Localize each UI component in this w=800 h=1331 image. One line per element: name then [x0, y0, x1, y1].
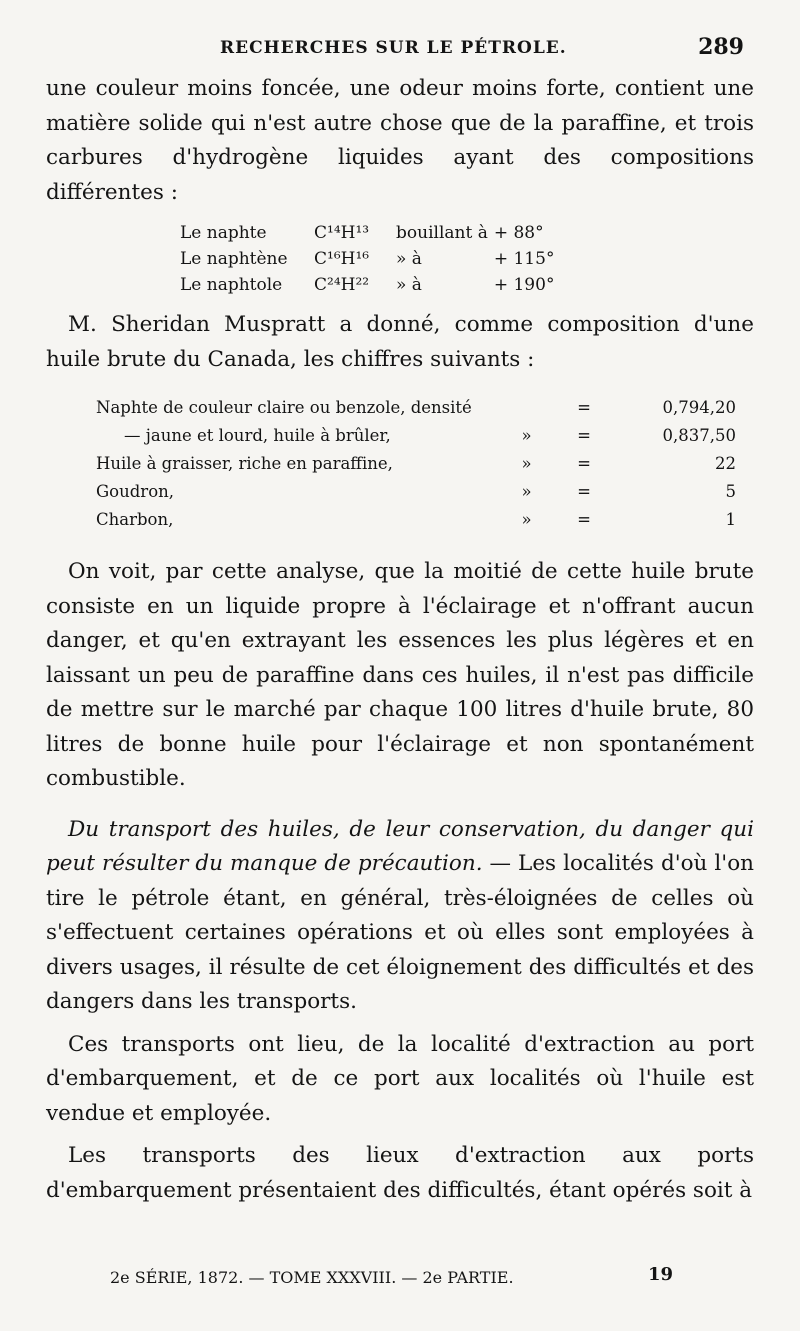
formula-status: » à [396, 275, 422, 295]
analysis-equals: = [577, 397, 591, 417]
formula-status: bouillant à [396, 223, 488, 243]
formula-name: Le naphte [180, 223, 267, 243]
analysis-ditto: » [521, 425, 532, 445]
analysis-equals: = [577, 509, 591, 529]
analysis-value: 0,837,50 [662, 425, 736, 445]
analysis-row [96, 393, 736, 421]
analysis-value: 22 [715, 453, 736, 473]
formula-temperature: + 190° [493, 275, 555, 295]
formula-name: Le naphtène [180, 249, 288, 269]
analysis-row [96, 449, 736, 477]
analysis-row [96, 477, 736, 505]
section-heading: Du transport des huiles, de leur conservation, du danger qui peut résulter du manque de précaution. [46, 816, 754, 876]
analysis-label: Goudron, [96, 481, 174, 501]
analysis-table [96, 393, 736, 533]
paragraph-6: Les transports des lieux d'extraction aux ports d'embarquement présentaient des difficultés, étant opérés soit à [46, 1143, 754, 1203]
formula-table [180, 220, 580, 298]
running-title: RECHERCHES SUR LE PÉTROLE. [220, 38, 567, 58]
paragraph-4 [46, 813, 754, 1020]
page-footer [110, 1264, 730, 1287]
paragraph-5: Ces transports ont lieu, de la localité d'extraction au port d'embarquement, et de ce port aux localités où l'huile est vendue et employée. [46, 1031, 754, 1126]
analysis-ditto: » [521, 509, 532, 529]
formula-row [180, 272, 580, 298]
formula-row [180, 246, 580, 272]
signature-number: 19 [648, 1264, 674, 1285]
formula-status: » à [396, 249, 422, 269]
formula-temperature: + 88° [493, 223, 544, 243]
analysis-value: 5 [725, 481, 736, 501]
page-header [46, 30, 754, 72]
analysis-label: Naphte de couleur claire ou benzole, densité [96, 397, 472, 417]
analysis-label: Charbon, [96, 509, 174, 529]
paragraph-4-text: — Les localités d'où l'on tire le pétrole étant, en général, très-éloignées de celles où s'effectuent certaines opérations et où elles sont employées à divers usages, il résulte de cet éloignement des difficultés et des dangers dans les transports. [46, 851, 754, 1014]
analysis-ditto [499, 393, 554, 421]
footer-text: 2e SÉRIE, 1872. — TOME XXXVIII. — 2e PARTIE. [110, 1268, 514, 1287]
analysis-equals: = [577, 425, 591, 445]
analysis-row [96, 421, 736, 449]
analysis-equals: = [577, 481, 591, 501]
page-number: 289 [698, 34, 744, 60]
analysis-label: Huile à graisser, riche en paraffine, [96, 453, 393, 473]
paragraph-2: M. Sheridan Muspratt a donné, comme composition d'une huile brute du Canada, les chiffres suivants : [46, 312, 754, 372]
formula-name: Le naphtole [180, 275, 283, 295]
formula-row [180, 220, 580, 246]
analysis-ditto: » [521, 481, 532, 501]
formula-composition: C¹⁶H¹⁶ [314, 249, 370, 269]
analysis-label: — jaune et lourd, huile à brûler, [124, 425, 391, 445]
paragraph-3: On voit, par cette analyse, que la moitié de cette huile brute consiste en un liquide propre à l'éclairage et n'offrant aucun danger, et qu'en extrayant les essences les plus légères et en laissant un peu de paraffine dans ces huiles, il n'est pas difficile de mettre sur le marché par chaque 100 litres d'huile brute, 80 litres de bonne huile pour l'éclairage et non spontanément combustible. [46, 559, 754, 791]
analysis-row [96, 505, 736, 533]
formula-composition: C¹⁴H¹³ [314, 223, 370, 243]
analysis-ditto: » [521, 453, 532, 473]
paragraph-1: une couleur moins foncée, une odeur moins forte, contient une matière solide qui n'est autre chose que de la paraffine, et trois carbures d'hydrogène liquides ayant des compositions différentes : [46, 76, 754, 205]
analysis-value: 0,794,20 [662, 397, 736, 417]
analysis-value: 1 [725, 509, 736, 529]
formula-composition: C²⁴H²² [314, 275, 370, 295]
analysis-equals: = [577, 453, 591, 473]
formula-temperature: + 115° [493, 249, 555, 269]
